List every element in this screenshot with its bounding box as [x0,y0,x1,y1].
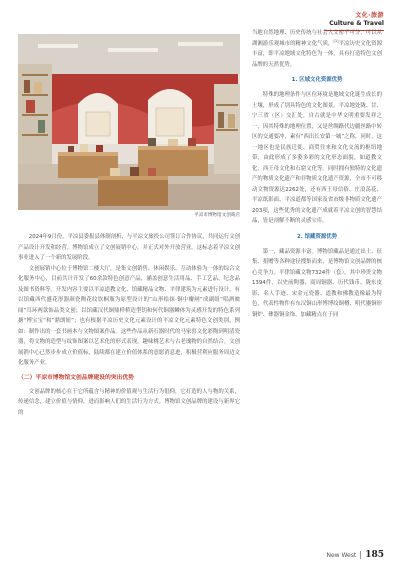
paragraph: 文创展销中心位于博物馆二楼大厅，是集文创销售、休闲娱乐、互动体验为一体的综合文化服务中心，目前共计开发了60余款特色创意产品，涵盖创意生活用品、手工艺品、纪念品及图书资料等。开发内容主要以平凉道教文化、馆藏精品文物、平律建筑为元素进行设计，有以馆藏西代盛花形器颜瓷陶花纹饮桐瓶为原型设计的“山形绘抹·铜中瓣闸”成副组“唱酒映闻”耳环两款饰品类文创；以馆藏汉代铜鼎样桥造型钥和何代铜器鳞体为灵感开发的特色系列搪“博宝宝”和“鼎朗妞”；也有根据平凉历史文化元素设计的平凉文化元素特色文创类别，例如：制作出的一套书画本与文物图案作品。这些作品从新石器时代的马家窑文化彩陶到明清瓷器，将文物的造型与纹饰图案以艺术化的形式表现，趣味桃艺术与古老瑰物的自然结合。文创展销中心已然步步成立价值标，陆续都在建立价值体系的意愿消息进，积极营利应服务周边文化服务产业。 [18,265,240,366]
paragraph: 第一，藏品资源丰富。博物馆藏品是通过出土、征集、捐赠等各种途径搜集而来，是博物馆文创品牌的核心竞争力。平律馆藏文物7324件（套），其中珍贵文物1394件，以史前陶器、商周铜器、历代钱币、陇东皮影、名人手迹、宋金元瓷器、道教和佛教造像最为特色，代表性物件有东汉铜山形博博纹铜樽、明代鎏铜形铜炉、彝器铜金饰，加藏精点在于同 [252,248,382,318]
right-column [252,28,382,320]
paragraph: 2024年9月份，平凉县委报县体制剖析，与平凉文旅投公司签订合作协议，共同运行文创产品设计开发和经营。博物馆成立了文创展销中心，并正式对外开放营业。这标志着平凉文创事业进入了一个新的发展阶段。 [18,234,241,261]
paragraph-text: 当地自然地理、历史传统与社会人文密不可分，可以从湖湘游乐观城市的精神文化气质， [252,30,382,47]
subsection-heading: 2. 馆藏资源优势 [296,233,338,240]
footnote-reference: [1] [333,38,339,43]
paragraph [252,28,382,70]
left-column [18,232,240,418]
magazine-name: New West [326,551,357,559]
photo-caption: 平凉市博物馆文创商店 [194,213,240,218]
paragraph: 特殊的地理条件与区位环境是地域文化诞生成长的土壤，形成了别具特色的文化图景。平凉地处陇、甘、宁三省（区）交汇处，自古就是中华文明重要发祥之一，因其特殊的地理位置，又是丝绸路代边疆丝路中转区的交通要冲，素有“西出长安第一城”之称，同时，这一地区也是民族迁徙、商贸往来和文化交流的枢纽地带，由此形成了多姿多彩的文化形态面貌，如道教文化，西王母文化和石窟文化等。同时拥有独特的文化遗产的物质文化遗产和非物质文化遗产资源，全市不可移动文物资源达2262处，还有西王母信俗、庄浪荡花、平凉纸影面、平凉道都等国家及省市级非物质文化遗产203项，这些优秀的文化遗产成就着平凉文创的智慧结晶，皆是剖解不断的灵感宝库。 [252,92,382,224]
paragraph-text: 平凉历史文化资源丰富，即平凉地域文化特色为一体，具有打造特色文创品牌的天然优势。 [252,40,382,68]
museum-shop-photo [18,34,240,210]
section-title-en: Culture & Travel [329,20,384,27]
section-title-cn: 文化·旅游 [355,12,384,19]
page-footer [326,550,384,560]
section-heading: （二）平凉市博物馆文创品牌建设的突出优势 [18,374,134,381]
footer-divider [360,551,361,559]
subsection-heading: 1. 区域文化资源优势 [291,77,343,83]
paragraph: 文创品牌的核心在于它所蕴含与精神的价值观与生活行为倡仰，它打造的人与物的关系，传递信念，建立价值与情仰，进而影响人们的生活行为方式。博物馆文创品牌的建设与新界它的 [18,388,240,416]
page-number: 185 [365,550,384,560]
